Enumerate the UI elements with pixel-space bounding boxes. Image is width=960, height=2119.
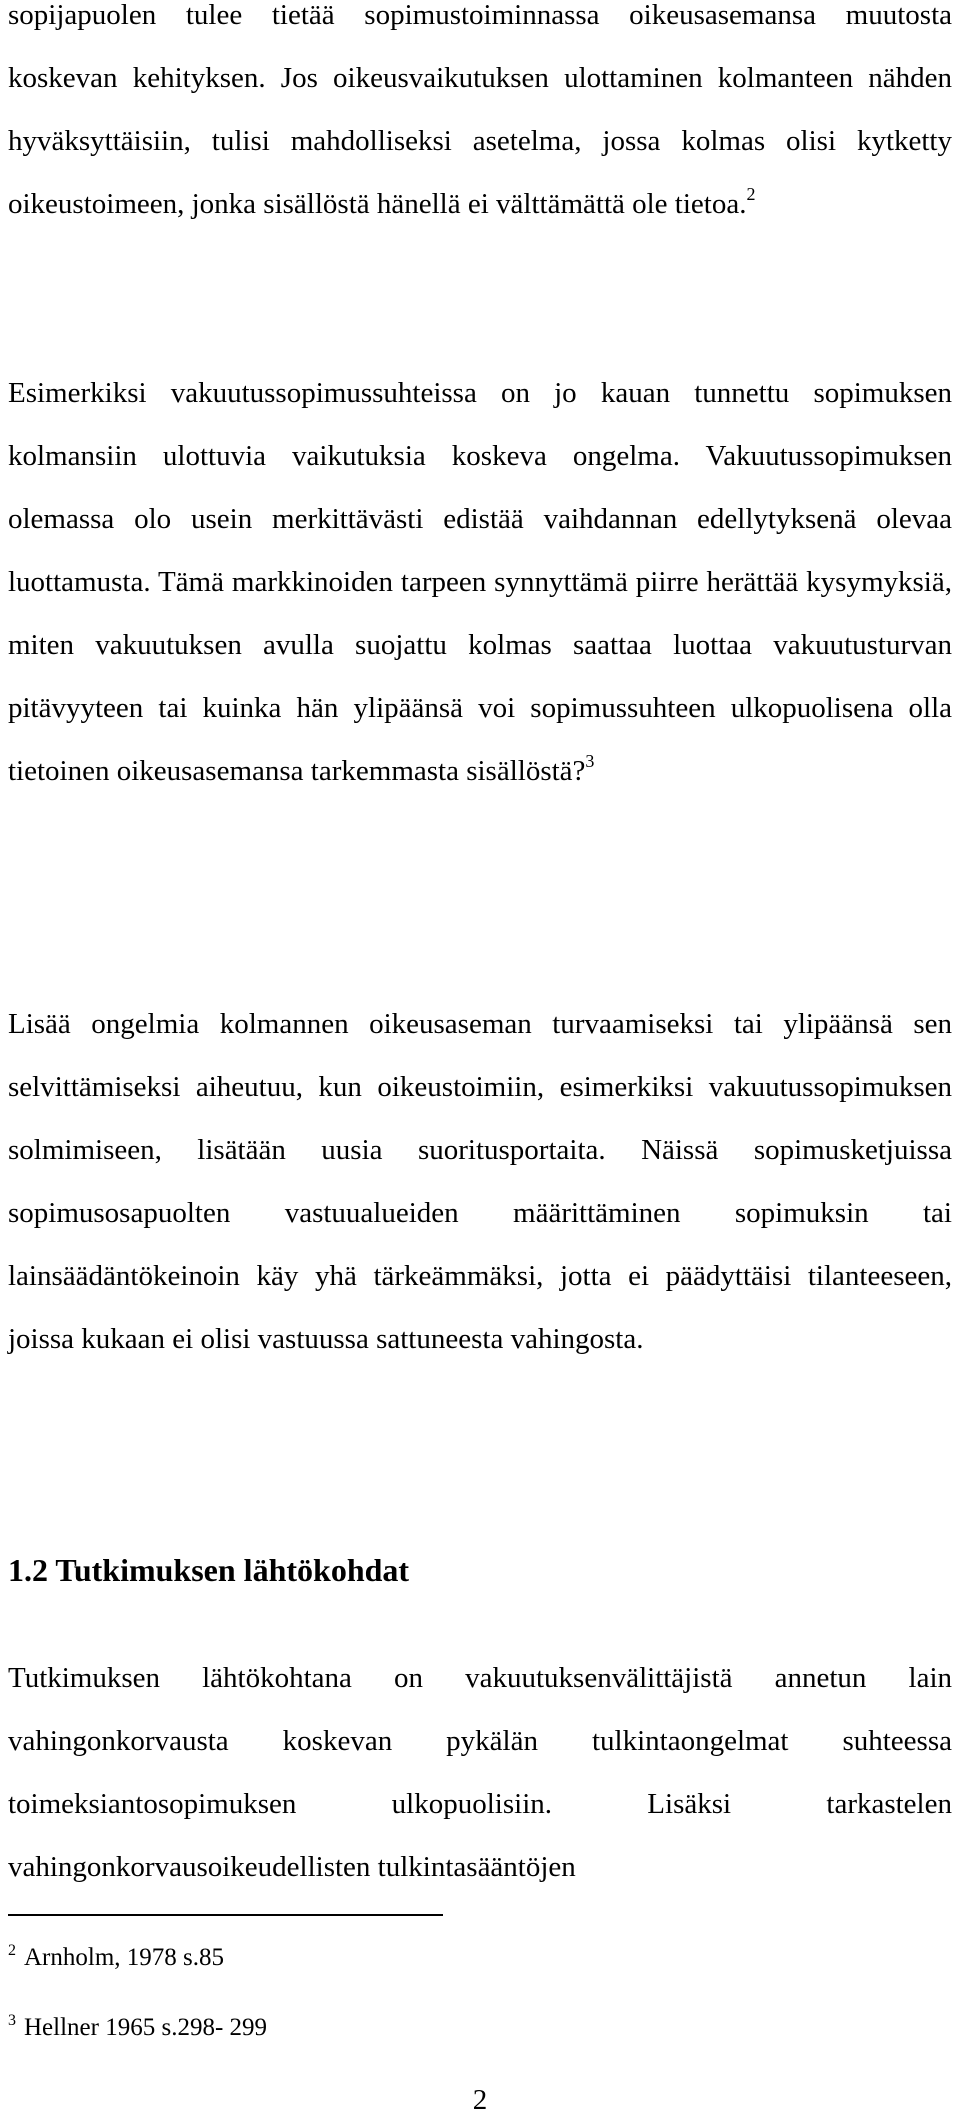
section-paragraph bbox=[8, 1647, 952, 1899]
footnote-divider bbox=[8, 1914, 443, 1916]
paragraph-text: Lisää ongelmia kolmannen oikeusaseman turvaamiseksi tai ylipäänsä sen selvittämiseksi aiheutuu, kun oikeustoimiin, esimerkiksi vakuutussopimuksen solmimiseen, lisätään uusia suoritusportaita. Näissä sopimusketjuissa sopimusosapuolten vastuualueiden määrittäminen sopimuksin tai lainsäädäntökeinoin käy yhä tärkeämmäksi, jotta ei päädyttäisi tilanteeseen, joissa kukaan ei olisi vastuussa sattuneesta vahingosta. bbox=[8, 1008, 952, 1355]
footnote-number: 3 bbox=[8, 2012, 16, 2029]
footnote-reference: 2 bbox=[746, 184, 756, 204]
footnote-reference: 3 bbox=[585, 751, 595, 771]
section-heading: 1.2 Tutkimuksen lähtökohdat bbox=[8, 1552, 410, 1588]
footnote-text: Hellner 1965 s.298- 299 bbox=[24, 2014, 268, 2041]
footnote-text: Arnholm, 1978 s.85 bbox=[24, 1944, 224, 1971]
footnote-2 bbox=[8, 1942, 224, 1974]
paragraph-text: Tutkimuksen lähtökohtana on vakuutuksenvälittäjistä annetun lain vahingonkorvausta koskevan pykälän tulkintaongelmat suhteessa toimeksiantosopimuksen ulkopuolisiin. Lisäksi tarkastelen vahingonkorvausoikeudellisten tulkintasääntöjen bbox=[8, 1662, 952, 1883]
footnote-number: 2 bbox=[8, 1942, 16, 1959]
paragraph-text: Esimerkiksi vakuutussopimussuhteissa on jo kauan tunnettu sopimuksen kolmansiin ulottuvia vaikutuksia koskeva ongelma. Vakuutussopimuksen olemassa olo usein merkittävästi edistää vaihdannan edellytyksenä olevaa luottamusta. Tämä markkinoiden tarpeen synnyttämä piirre herättää kysymyksiä, miten vakuutuksen avulla suojattu kolmas saattaa luottaa vakuutusturvan pitävyyteen tai kuinka hän ylipäänsä voi sopimussuhteen ulkopuolisena olla tietoinen oikeusasemansa tarkemmasta sisällöstä? bbox=[8, 377, 952, 787]
body-paragraph-3 bbox=[8, 993, 952, 1371]
footnote-3 bbox=[8, 2012, 267, 2044]
paragraph-text: sopijapuolen tulee tietää sopimustoiminnassa oikeusasemansa muutosta koskevan kehityksen. Jos oikeusvaikutuksen ulottaminen kolmanteen nähden hyväksyttäisiin, tulisi mahdolliseksi asetelma, jossa kolmas olisi kytketty oikeustoimeen, jonka sisällöstä hänellä ei välttämättä ole tietoa. bbox=[8, 0, 952, 220]
body-paragraph-2 bbox=[8, 362, 952, 803]
body-paragraph-1 bbox=[8, 0, 952, 236]
page-number: 2 bbox=[472, 2084, 488, 2116]
